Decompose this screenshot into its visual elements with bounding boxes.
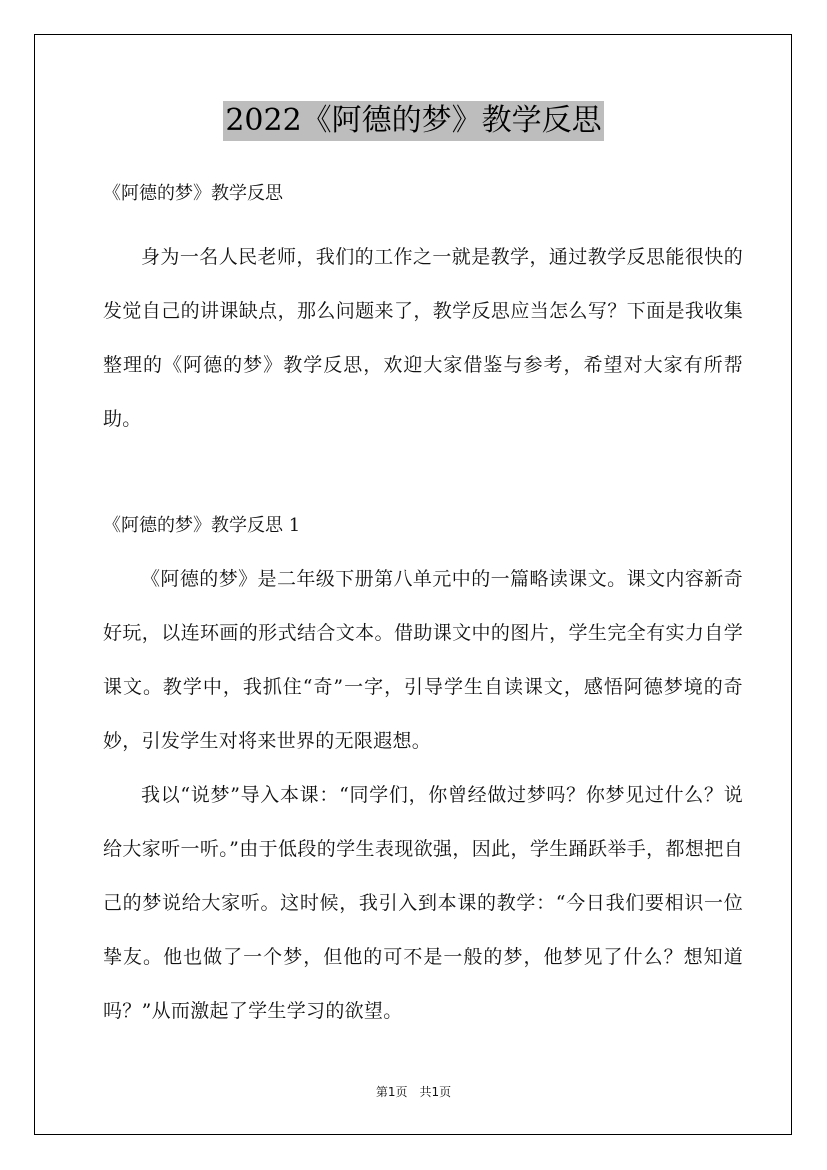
section1-paragraph-1: 《阿德的梦》是二年级下册第八单元中的一篇略读课文。课文内容新奇好玩，以连环画的形式结合文本。借助课文中的图片，学生完全有实力自学课文。教学中，我抓住“奇”一字，引导学生自读课文，感悟阿德梦境的奇妙，引发学生对将来世界的无限遐想。 [103,568,743,752]
document-subtitle: 《阿德的梦》教学反思 [103,183,283,204]
title-wrap [0,101,827,141]
document-title: 2022《阿德的梦》教学反思 [223,101,603,141]
intro-paragraph: 身为一名人民老师，我们的工作之一就是教学，通过教学反思能很快的发觉自己的讲课缺点，那么问题来了，教学反思应当怎么写？下面是我收集整理的《阿德的梦》教学反思，欢迎大家借鉴与参考，希望对大家有所帮助。 [103,246,743,430]
section-heading-1: 《阿德的梦》教学反思 1 [103,515,301,536]
document-body [103,176,743,1038]
page-footer: 第1页 共1页 [375,1085,452,1099]
section1-paragraph-2: 我以“说梦”导入本课：“同学们，你曾经做过梦吗？你梦见过什么？说给大家听一听。”由于低段的学生表现欲强，因此，学生踊跃举手，都想把自己的梦说给大家听。这时候，我引入到本课的教学：“今日我们要相识一位挚友。他也做了一个梦，但他的可不是一般的梦，他梦见了什么？想知道吗？”从而激起了学生学习的欲望。 [103,784,743,1022]
